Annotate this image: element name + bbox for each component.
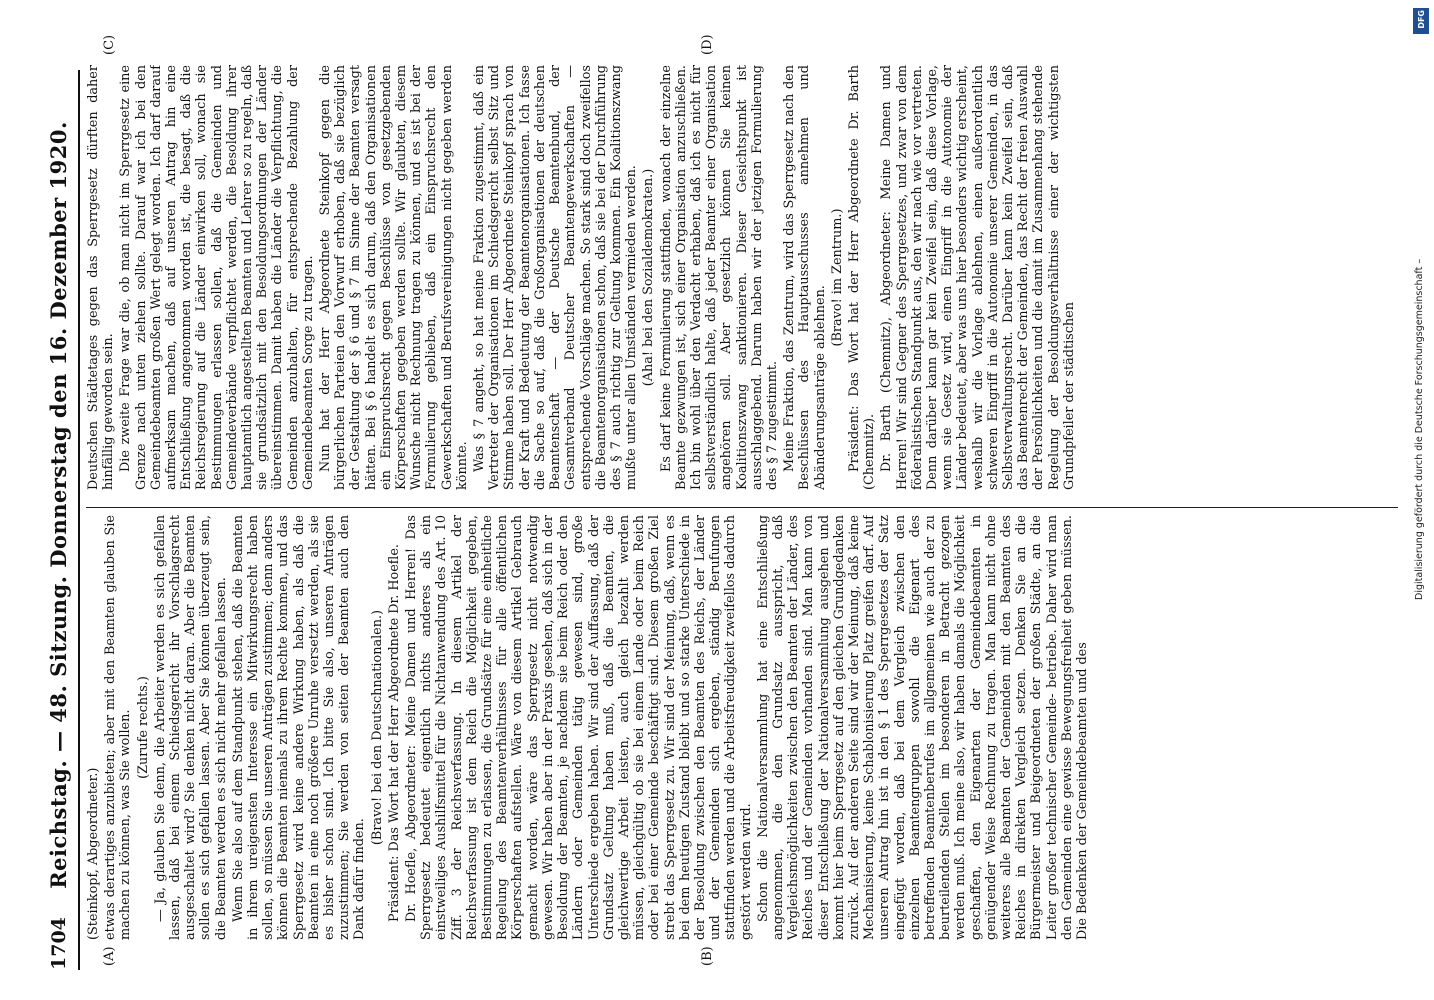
margin-marker-c: (C) (102, 34, 117, 55)
paragraph: etwas derartiges anzubieten; aber mit den Beamten glauben Sie machen zu können, was Sie wollen. (103, 515, 134, 940)
paragraph: Dr. Hoefle, Abgeordneter: Meine Damen und Herren! Das Sperrgesetz bedeutet eigentlich nichts anderes als ein einstweiliges Aushilfsmittel für die Nichtanwendung des Art. 10 Ziff. 3 der Reichsverfassung. In diesem Artikel der Reichsverfassung ist dem Reich die Möglichkeit gegeben, Bestimmungen zu erlassen, die Grundsätze für eine einheitliche Regelung des Beamtenverhältnisses für alle öffentlichen Körperschaften aufstellen. Wäre von diesem Artikel Gebrauch gemacht worden, wäre das Sperrgesetz nicht notwendig gewesen. Wir haben aber in der Praxis gesehen, daß sich in der Besoldung der Beamten, je nachdem sie beim Reich oder den Ländern oder Gemeinden tätig gewesen sind, große Unterschiede ergeben haben. Wir sind der Auffassung, daß der Grundsatz Geltung haben muß, daß die Beamten, die gleichwertige Arbeit leisten, auch gleich bezahlt werden müssen, gleichgültig ob sie bei einem Lande oder beim Reich oder bei einer Gemeinde beschäftigt sind. Diesem großen Ziel strebt das Sperrgesetz zu. Wir sind der Meinung, daß, wenn es bei dem heutigen Zustand bleibt und so starke Unterschiede in der Besoldung zwischen den Beamten des Reichs, der Länder und der Gemeinden sich ergeben, ständig Berufungen stattfinden werden und die Arbeitsfreudigkeit zweifellos dadurch gestört werden wird. (404, 515, 754, 940)
interjection: (Bravo! im Zentrum.) (829, 208, 845, 347)
paragraph: Dr. Barth (Chemnitz), Abgeordneter: Meine Damen und Herren! Wir sind Gegner des Sperrgesetzes, und zwar von dem föderalistischen Standpunkt aus, den wir nach wie vor vertreten. Denn darüber kann gar kein Zweifel sein, daß diese Vorlage, wenn sie Gesetz wird, einen Eingriff in die Autonomie der Länder bedeutet, aber was uns hier besonders wichtig erscheint, weshalb wir die Vorlage ablehnen, einen außerordentlich schweren Eingriff in die Autonomie unserer Gemeinden, in das Selbstverwaltungsrecht. Darüber kann kein Zweifel sein, daß das Beamtenrecht der Gemeinden, das Recht der freien Auswahl der Persönlichkeiten und die damit im Zusammenhang stehende Regelung der Besoldungsverhältnisse einer der wichtigsten Grundpfeiler der städtischen (879, 65, 1077, 490)
dfg-logo (1413, 8, 1429, 34)
paragraph: Die zweite Frage war die, ob man nicht im Sperrgesetz eine Grenze nach unten ziehen sollte. Darauf war ich bei den Gemeindebeamten großen Wert gelegt worden. Ich darf darauf aufmerksam machen, daß auf unseren Antrag hin eine Entschließung angenommen worden ist, die besagt, daß die Reichsregierung auf die Länder einwirken soll, wonach sie Bestimmungen erlassen sollen, daß die Gemeinden und Gemeindeverbände verpflichtet werden, die Besoldung ihrer hauptamtlich angestellten Beamten und Lehrer so zu regeln, daß sie grundsätzlich mit den Besoldungsordnungen der Länder übereinstimmen. Damit haben die Länder die Verpflichtung, die Gemeinden anzuhalten, für entsprechende Bezahlung der Gemeindebeamten Sorge zu tragen. (118, 65, 316, 490)
paragraph: Deutschen Städtetages gegen das Sperrgesetz dürften daher hinfällig geworden sein. (86, 65, 117, 490)
paragraph: Was § 7 angeht, so hat meine Fraktion zugestimmt, daß ein Vertreter der Organisationen im Schiedsgericht selbst Sitz und Stimme haben soll. Der Herr Abgeordnete Steinkopf sprach von der Kraft und Bedeutung der Beamtenorganisationen. Ich fasse die Sache so auf, daß die Großorganisationen der deutschen Beamtenschaft — der Deutsche Beamtenbund, der Gesamtverband Deutscher Beamtengewerkschaften — entsprechende Vorschläge machen. So stark sind doch zweifellos die Beamtenorganisationen schon, daß sie bei der Durchführung des § 7 auch richtig zur Geltung kommen. Ein Koalitionszwang mußte unter allen Umständen vermieden werden. (472, 65, 640, 490)
interjection: (Aha! bei den Sozialdemokraten.) (641, 168, 657, 387)
digitization-credit (1414, 10, 1430, 610)
page-header (40, 70, 80, 970)
paragraph: Wenn Sie also auf dem Standpunkt stehen, daß die Beamten in ihrem ureigensten Interesse ein Mitwirkungsrecht haben sollen, so müssen Sie unseren Anträgen zustimmen; denn anders können die Beamten niemals zu ihrem Rechte kommen, und das Sperrgesetz wird keine andere Wirkung haben, als daß die Beamten in eine noch größere Unruhe versetzt werden, als sie es bisher schon sind. Ich bitte Sie also, unseren Anträgen zuzustimmen; Sie werden von seiten der Beamten auch den Dank dafür finden. (230, 515, 368, 940)
paragraph: (Steinkopf, Abgeordneter.) (86, 767, 101, 940)
speaker-call: Präsident: Das Wort hat der Herr Abgeordnete Dr. Hoefle. (386, 544, 402, 922)
margin-marker-d: (D) (700, 34, 715, 55)
page-number: 1704 (48, 917, 70, 970)
paragraph: Nun hat der Herr Abgeordnete Steinkopf gegen die bürgerlichen Parteien den Vorwurf erhoben, daß sie bezüglich der Gestaltung der § 6 und § 7 im Sinne der Beamten versagt hätten. Bei § 6 handelt es sich darum, daß den Organisationen ein Einspruchsrecht gegen Beschlüsse von gesetzgebenden Körperschaften gegeben werden sollte. Wir glaubten, diesem Wunsche nicht Rechnung tragen zu können, und es ist bei der Formulierung geblieben, daß ein Einspruchsrecht den Gewerkschaften und Berufsvereinigungen nicht gegeben werden könnte. (318, 65, 470, 490)
margin-marker-b: (B) (700, 946, 715, 966)
credit-text: Digitalisierung gefördert durch die Deutsche Forschungsgemeinschaft – (1414, 258, 1425, 600)
right-column (86, 65, 1398, 490)
dfg-logo-text: DFG (1416, 10, 1426, 29)
paragraph: Meine Fraktion, das Zentrum, wird das Sperrgesetz nach den Beschlüssen des Hauptausschusses annehmen und Abänderungsanträge ablehnen. (782, 65, 828, 490)
interjection: (Bravo! bei den Deutschnationalen.) (369, 609, 385, 846)
left-column (86, 515, 1398, 940)
paragraph: Es darf keine Formulierung stattfinden, wonach der einzelne Beamte gezwungen ist, sich einer Organisation anzuschließen. Ich bin wohl über den Verdacht erhaben, daß ich es nicht für selbstverständlich halte, daß jeder Beamter einer Organisation angehören soll. Aber gesetzlich können Sie keinen Koalitionszwang sanktionieren. Dieser Gesichtspunkt ist ausschlaggebend. Darum haben wir der jetzigen Formulierung des § 7 zugestimmt. (658, 65, 780, 490)
speaker-call: Präsident: Das Wort hat der Herr Abgeordnete Dr. Barth (Chemnitz). (846, 65, 878, 490)
interjection: (Zurufe rechts.) (135, 676, 151, 779)
paragraph: — Ja, glauben Sie denn, die Arbeiter werden es sich gefallen lassen, daß bei einem Schiedsgericht ihr Vorschlagsrecht ausgeschaltet wird? Sie denken nicht daran. Aber die Beamten sollen es sich gefallen lassen. Aber Sie können überzeugt sein, die Beamten werden es sich nicht mehr gefallen lassen. (152, 515, 229, 940)
column-divider (86, 507, 1398, 508)
margin-marker-a: (A) (102, 946, 117, 966)
page-title: Reichstag. — 48. Sitzung. Donnerstag den 16. Dezember 1920. (46, 121, 71, 889)
paragraph: Schon die Nationalversammlung hat eine Entschließung angenommen, die den Grundsatz ausspricht, daß Vergleichsmöglichkeiten zwischen den Beamten der Länder, des Reiches und der Gemeinden vorhanden sind. Man kann von dieser Entschließung der Nationalversammlung ausgehen und kommt hier beim Sperrgesetz auf den gleichen Grundgedanken zurück. Auf der anderen Seite sind wir der Meinung, daß keine Mechanisierung, keine Schablonisierung Platz greifen darf. Auf unseren Antrag hin ist in den § 1 des Sperrgesetzes der Satz eingefügt worden, daß bei dem Vergleich zwischen den einzelnen Beamtengruppen sowohl die Eigenart des betreffenden Beamtenberufes im allgemeinen wie auch der zu beurteilenden Stellen im besonderen in Betracht gezogen werden muß. Ich meine also, wir haben damals die Möglichkeit geschaffen, den Eigenarten der Gemeindebeamten in genügender Weise Rechnung zu tragen. Man kann nicht ohne weiteres alle Beamten der Gemeinden mit den Beamten des Reiches in direkten Vergleich setzen. Denken Sie an die Bürgermeister und Beigeordneten der großen Städte, an die Leiter großer technischer Gemeinde- betriebe. Daher wird man den Gemeinden eine gewisse Bewegungsfreiheit geben müssen. Die Bedenken der Gemeindebeamten und des (755, 515, 1090, 940)
